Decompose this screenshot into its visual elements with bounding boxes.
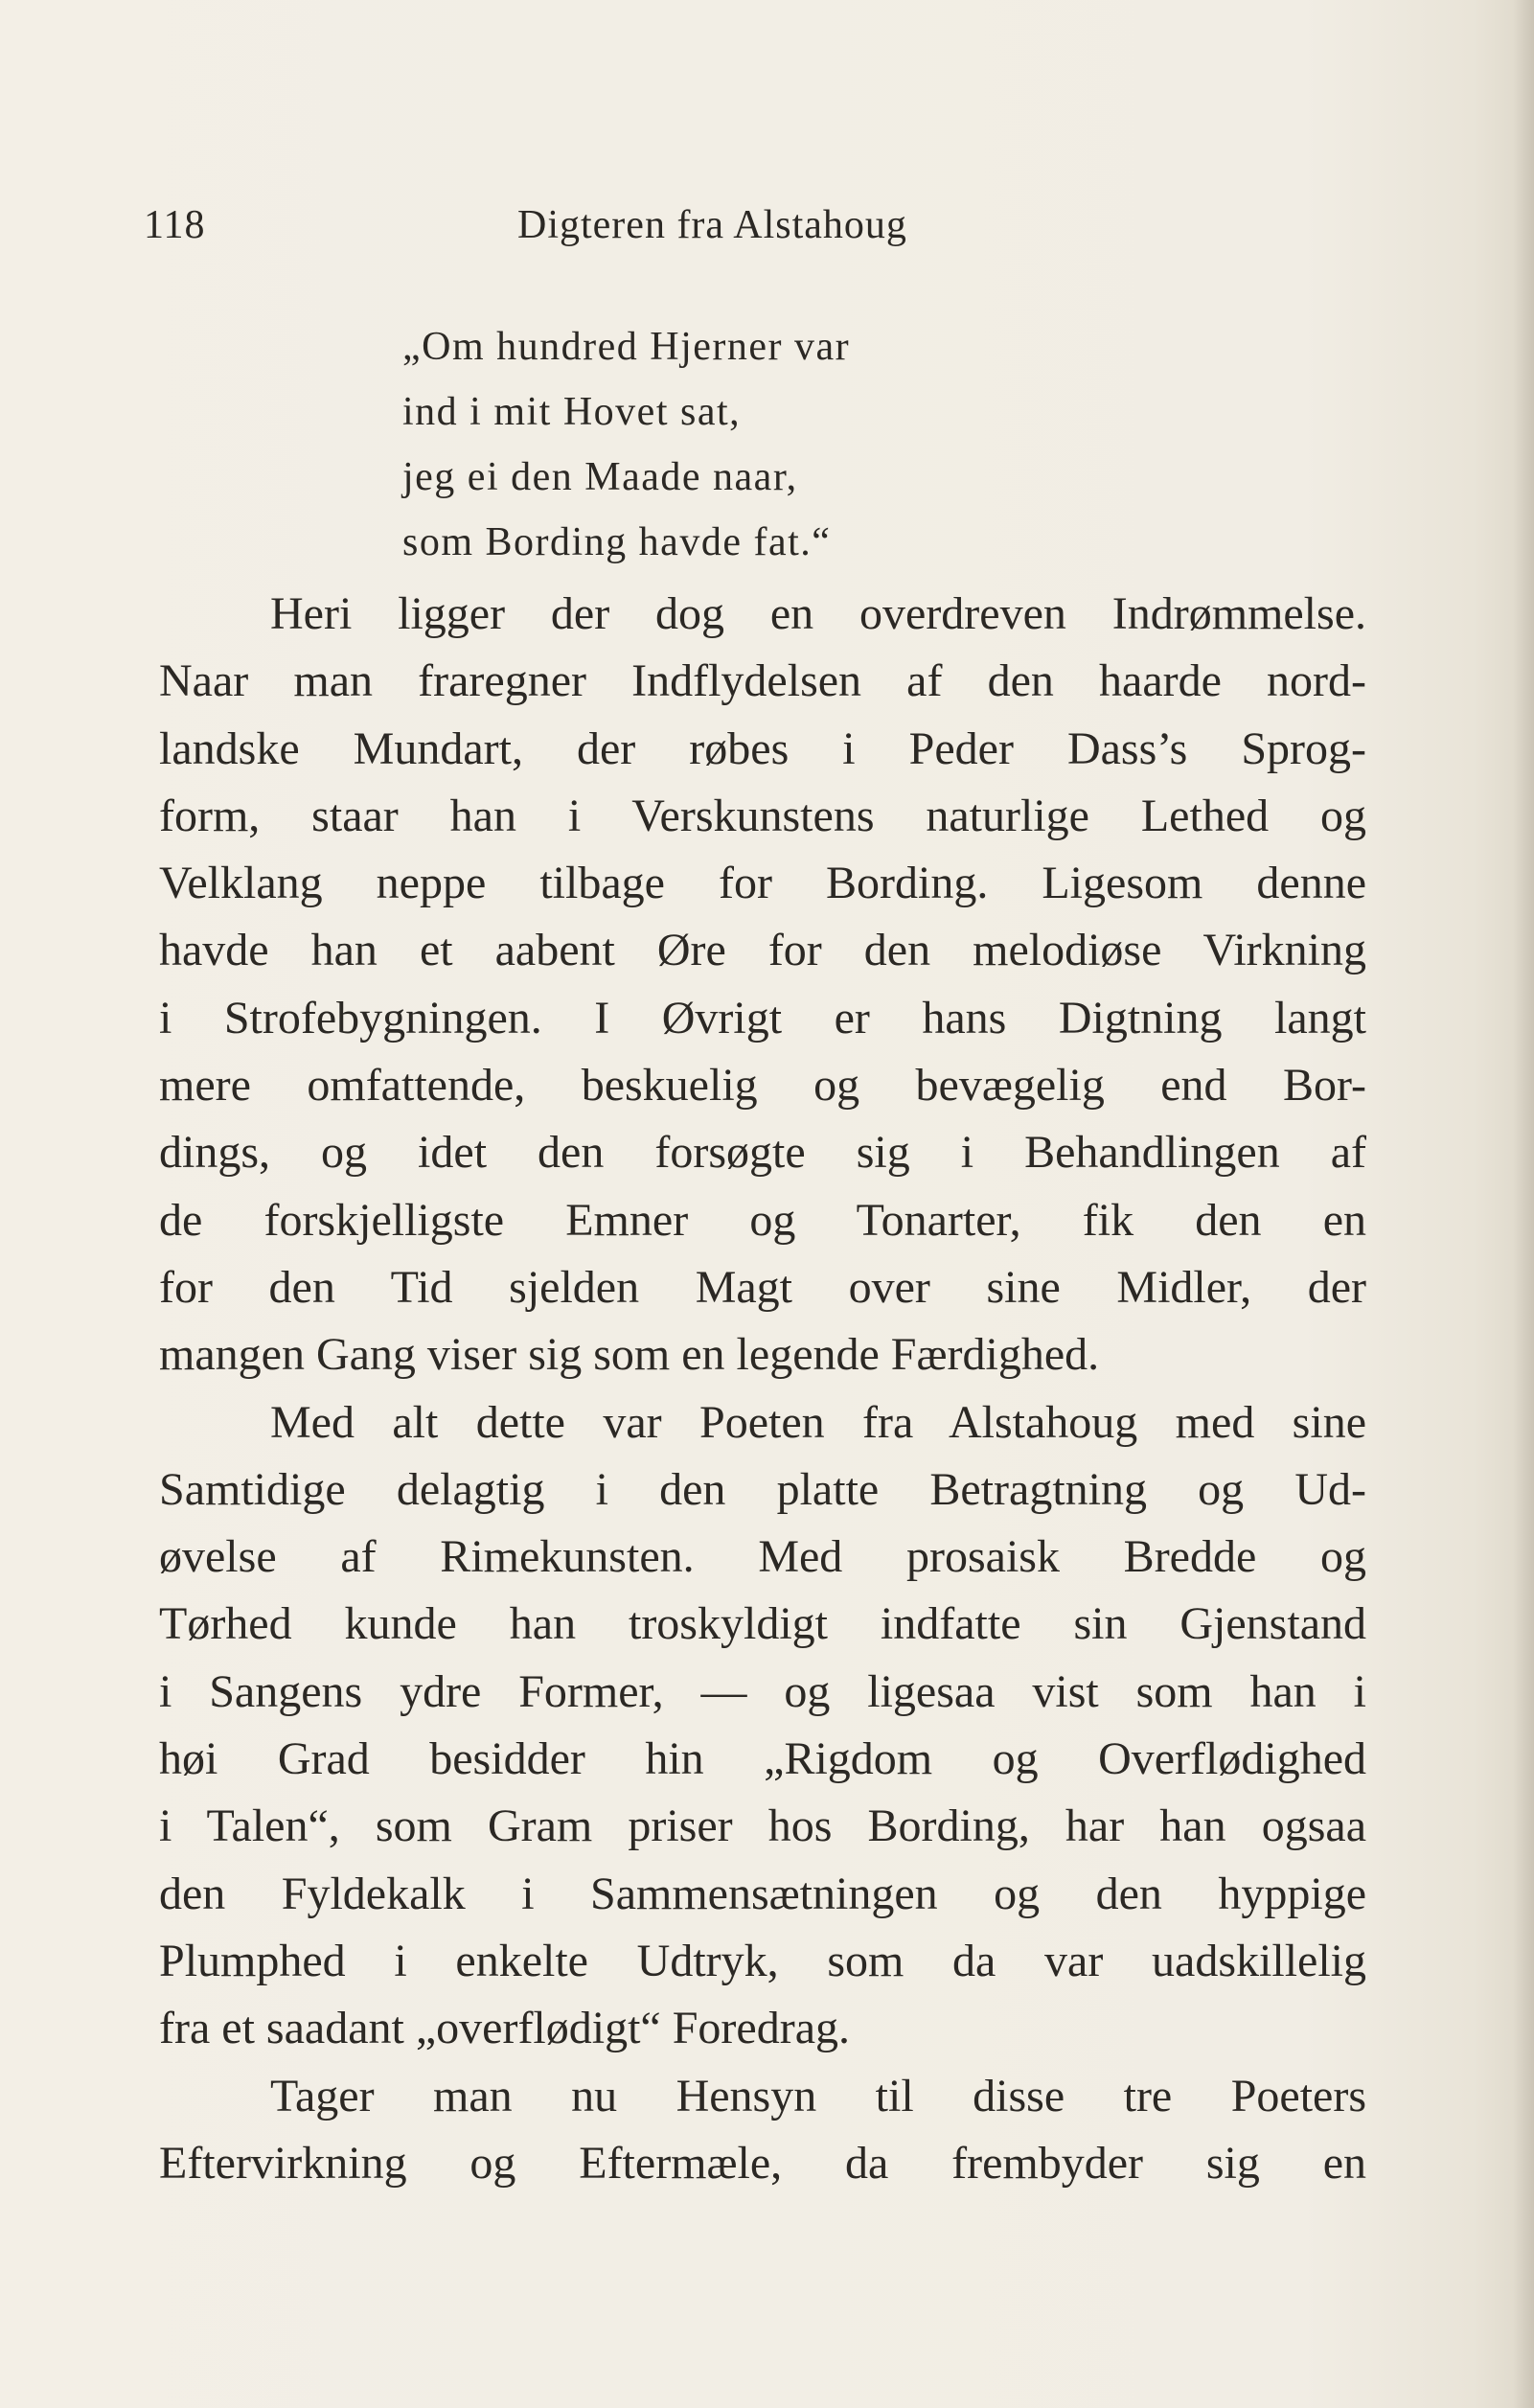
text-line: Heri ligger der dog en overdreven Indrømmelse. bbox=[270, 588, 1366, 639]
running-header bbox=[144, 196, 987, 254]
text-line: Med alt dette var Poeten fra Alstahoug med sine bbox=[270, 1396, 1366, 1448]
text-line: dings, og idet den forsøgte sig i Behandlingen af bbox=[159, 1127, 1366, 1179]
text-line: Velklang neppe tilbage for Bording. Ligesom denne bbox=[159, 858, 1366, 909]
poem-line: ind i mit Hovet sat, bbox=[402, 390, 742, 434]
text-line: Tørhed kunde han troskyldigt indfatte sin Gjenstand bbox=[159, 1598, 1366, 1650]
text-line: den Fyldekalk i Sammensætningen og den hyppige bbox=[159, 1868, 1366, 1919]
text-line: fra et saadant „overflødigt“ Foredrag. bbox=[159, 2003, 851, 2054]
text-line: Tager man nu Hensyn til disse tre Poeters bbox=[270, 2070, 1366, 2121]
text-line: Naar man fraregner Indflydelsen af den haarde nord- bbox=[159, 655, 1366, 707]
text-line: landske Mundart, der røbes i Peder Dass’s Sprog- bbox=[159, 722, 1366, 774]
page-edge-shadow bbox=[1513, 0, 1534, 2408]
text-line: i Sangens ydre Former, — og ligesaa vist som han i bbox=[159, 1665, 1366, 1717]
text-line: mere omfattende, beskuelig og bevægelig end Bor- bbox=[159, 1060, 1366, 1112]
text-line: Eftervirkning og Eftermæle, da frembyder sig en bbox=[159, 2137, 1366, 2189]
text-line: mangen Gang viser sig som en legende Færdighed. bbox=[159, 1329, 1100, 1381]
poem-line: „Om hundred Hjerner var bbox=[402, 325, 851, 369]
text-line: øvelse af Rimekunsten. Med prosaisk Bredde og bbox=[159, 1531, 1366, 1583]
body-text bbox=[159, 581, 1366, 2197]
running-title: Digteren fra Alstahoug bbox=[517, 203, 907, 247]
text-line: de forskjelligste Emner og Tonarter, fik den en bbox=[159, 1194, 1366, 1246]
text-line: i Strofebygningen. I Øvrigt er hans Digtning langt bbox=[159, 992, 1366, 1043]
text-line: form, staar han i Verskunstens naturlige Lethed og bbox=[159, 790, 1366, 841]
text-line: i Talen“, som Gram priser hos Bording, har han ogsaa bbox=[159, 1800, 1366, 1852]
text-line: høi Grad besidder hin „Rigdom og Overflødighed bbox=[159, 1733, 1366, 1785]
page-number: 118 bbox=[144, 203, 206, 247]
text-line: Plumphed i enkelte Udtryk, som da var uadskillelig bbox=[159, 1935, 1366, 1986]
poem-quote bbox=[402, 314, 850, 575]
text-line: havde han et aabent Øre for den melodiøse Virkning bbox=[159, 925, 1366, 976]
text-line: for den Tid sjelden Magt over sine Midler, der bbox=[159, 1261, 1366, 1313]
text-line: Samtidige delagtig i den platte Betragtning og Ud- bbox=[159, 1463, 1366, 1515]
poem-line: jeg ei den Maade naar, bbox=[402, 455, 798, 499]
poem-line: som Bording havde fat.“ bbox=[402, 520, 832, 564]
